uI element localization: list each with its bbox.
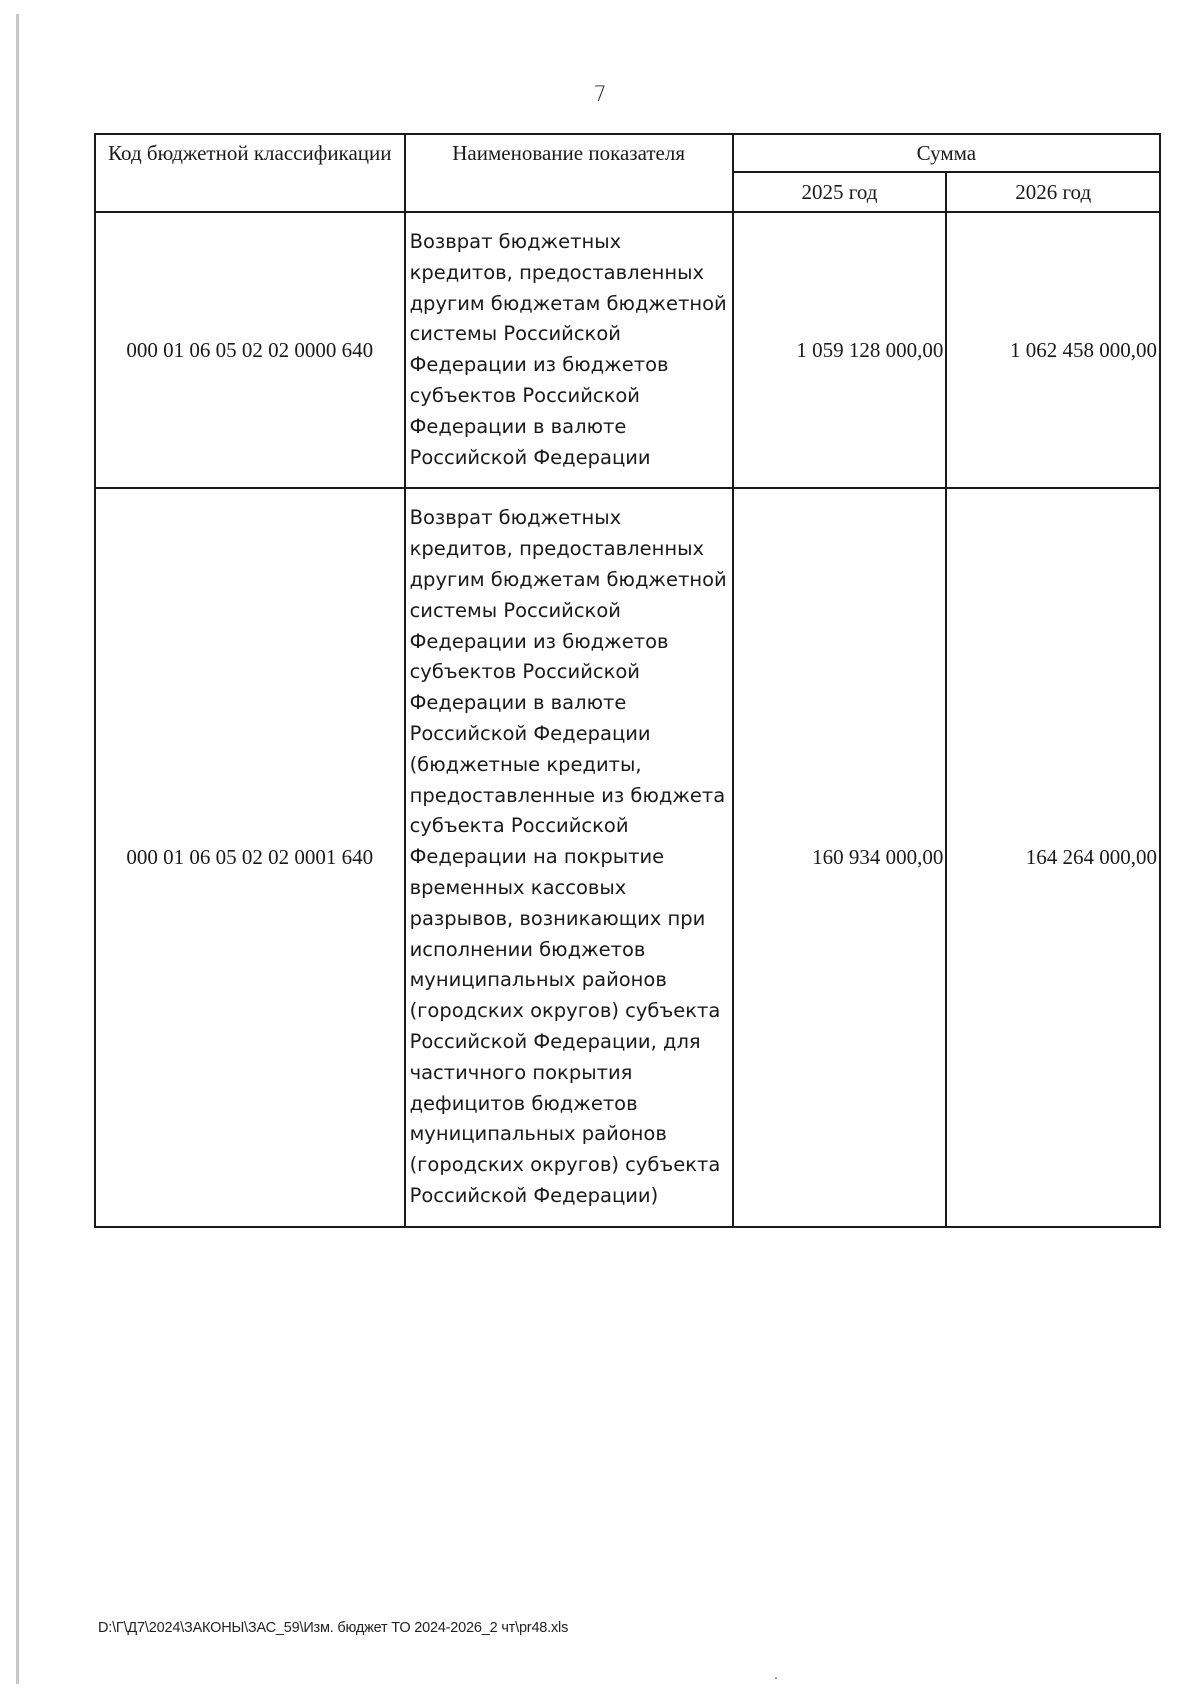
row-amount-2025: 1 059 128 000,00 [733, 212, 947, 488]
header-sum: Сумма [733, 134, 1160, 172]
header-code: Код бюджетной классификации [95, 134, 405, 212]
row-name: Возврат бюджетных кредитов, предоставленных другим бюджетам бюджетной системы Российской Федерации из бюджетов субъектов Российской Федерации в валюте Российской Федерации (бюджетные кредиты, предоставленные из бюджета субъекта Российской Федерации на покрытие временных кассовых разрывов, возникающих при исполнении бюджетов муниципальных районов (городских округов) субъекта Российской Федерации, для частичного покрытия дефицитов бюджетов муниципальных районов (городских округов) субъекта Российской Федерации) [405, 488, 733, 1226]
header-year-2026: 2026 год [946, 172, 1160, 212]
row-name: Возврат бюджетных кредитов, предоставленных другим бюджетам бюджетной системы Российской Федерации из бюджетов субъектов Российской Федерации в валюте Российской Федерации [405, 212, 733, 488]
header-year-2025: 2025 год [733, 172, 947, 212]
header-row-top [95, 134, 1160, 172]
footer-file-path: D:\Г\Д7\2024\ЗАКОНЫ\ЗАС_59\Изм. бюджет ТО 2024-2026_2 чт\pr48.xls [98, 1620, 569, 1636]
scan-speck [775, 1677, 777, 1679]
row-amount-2025: 160 934 000,00 [733, 488, 947, 1226]
row-amount-2026: 164 264 000,00 [946, 488, 1160, 1226]
table-row [95, 212, 1160, 488]
row-code: 000 01 06 05 02 02 0000 640 [95, 212, 405, 488]
page-number: 7 [593, 82, 607, 106]
row-code: 000 01 06 05 02 02 0001 640 [95, 488, 405, 1226]
header-name: Наименование показателя [405, 134, 733, 212]
table-row [95, 488, 1160, 1226]
scan-edge [16, 14, 19, 1684]
budget-table [94, 133, 1161, 1228]
row-amount-2026: 1 062 458 000,00 [946, 212, 1160, 488]
